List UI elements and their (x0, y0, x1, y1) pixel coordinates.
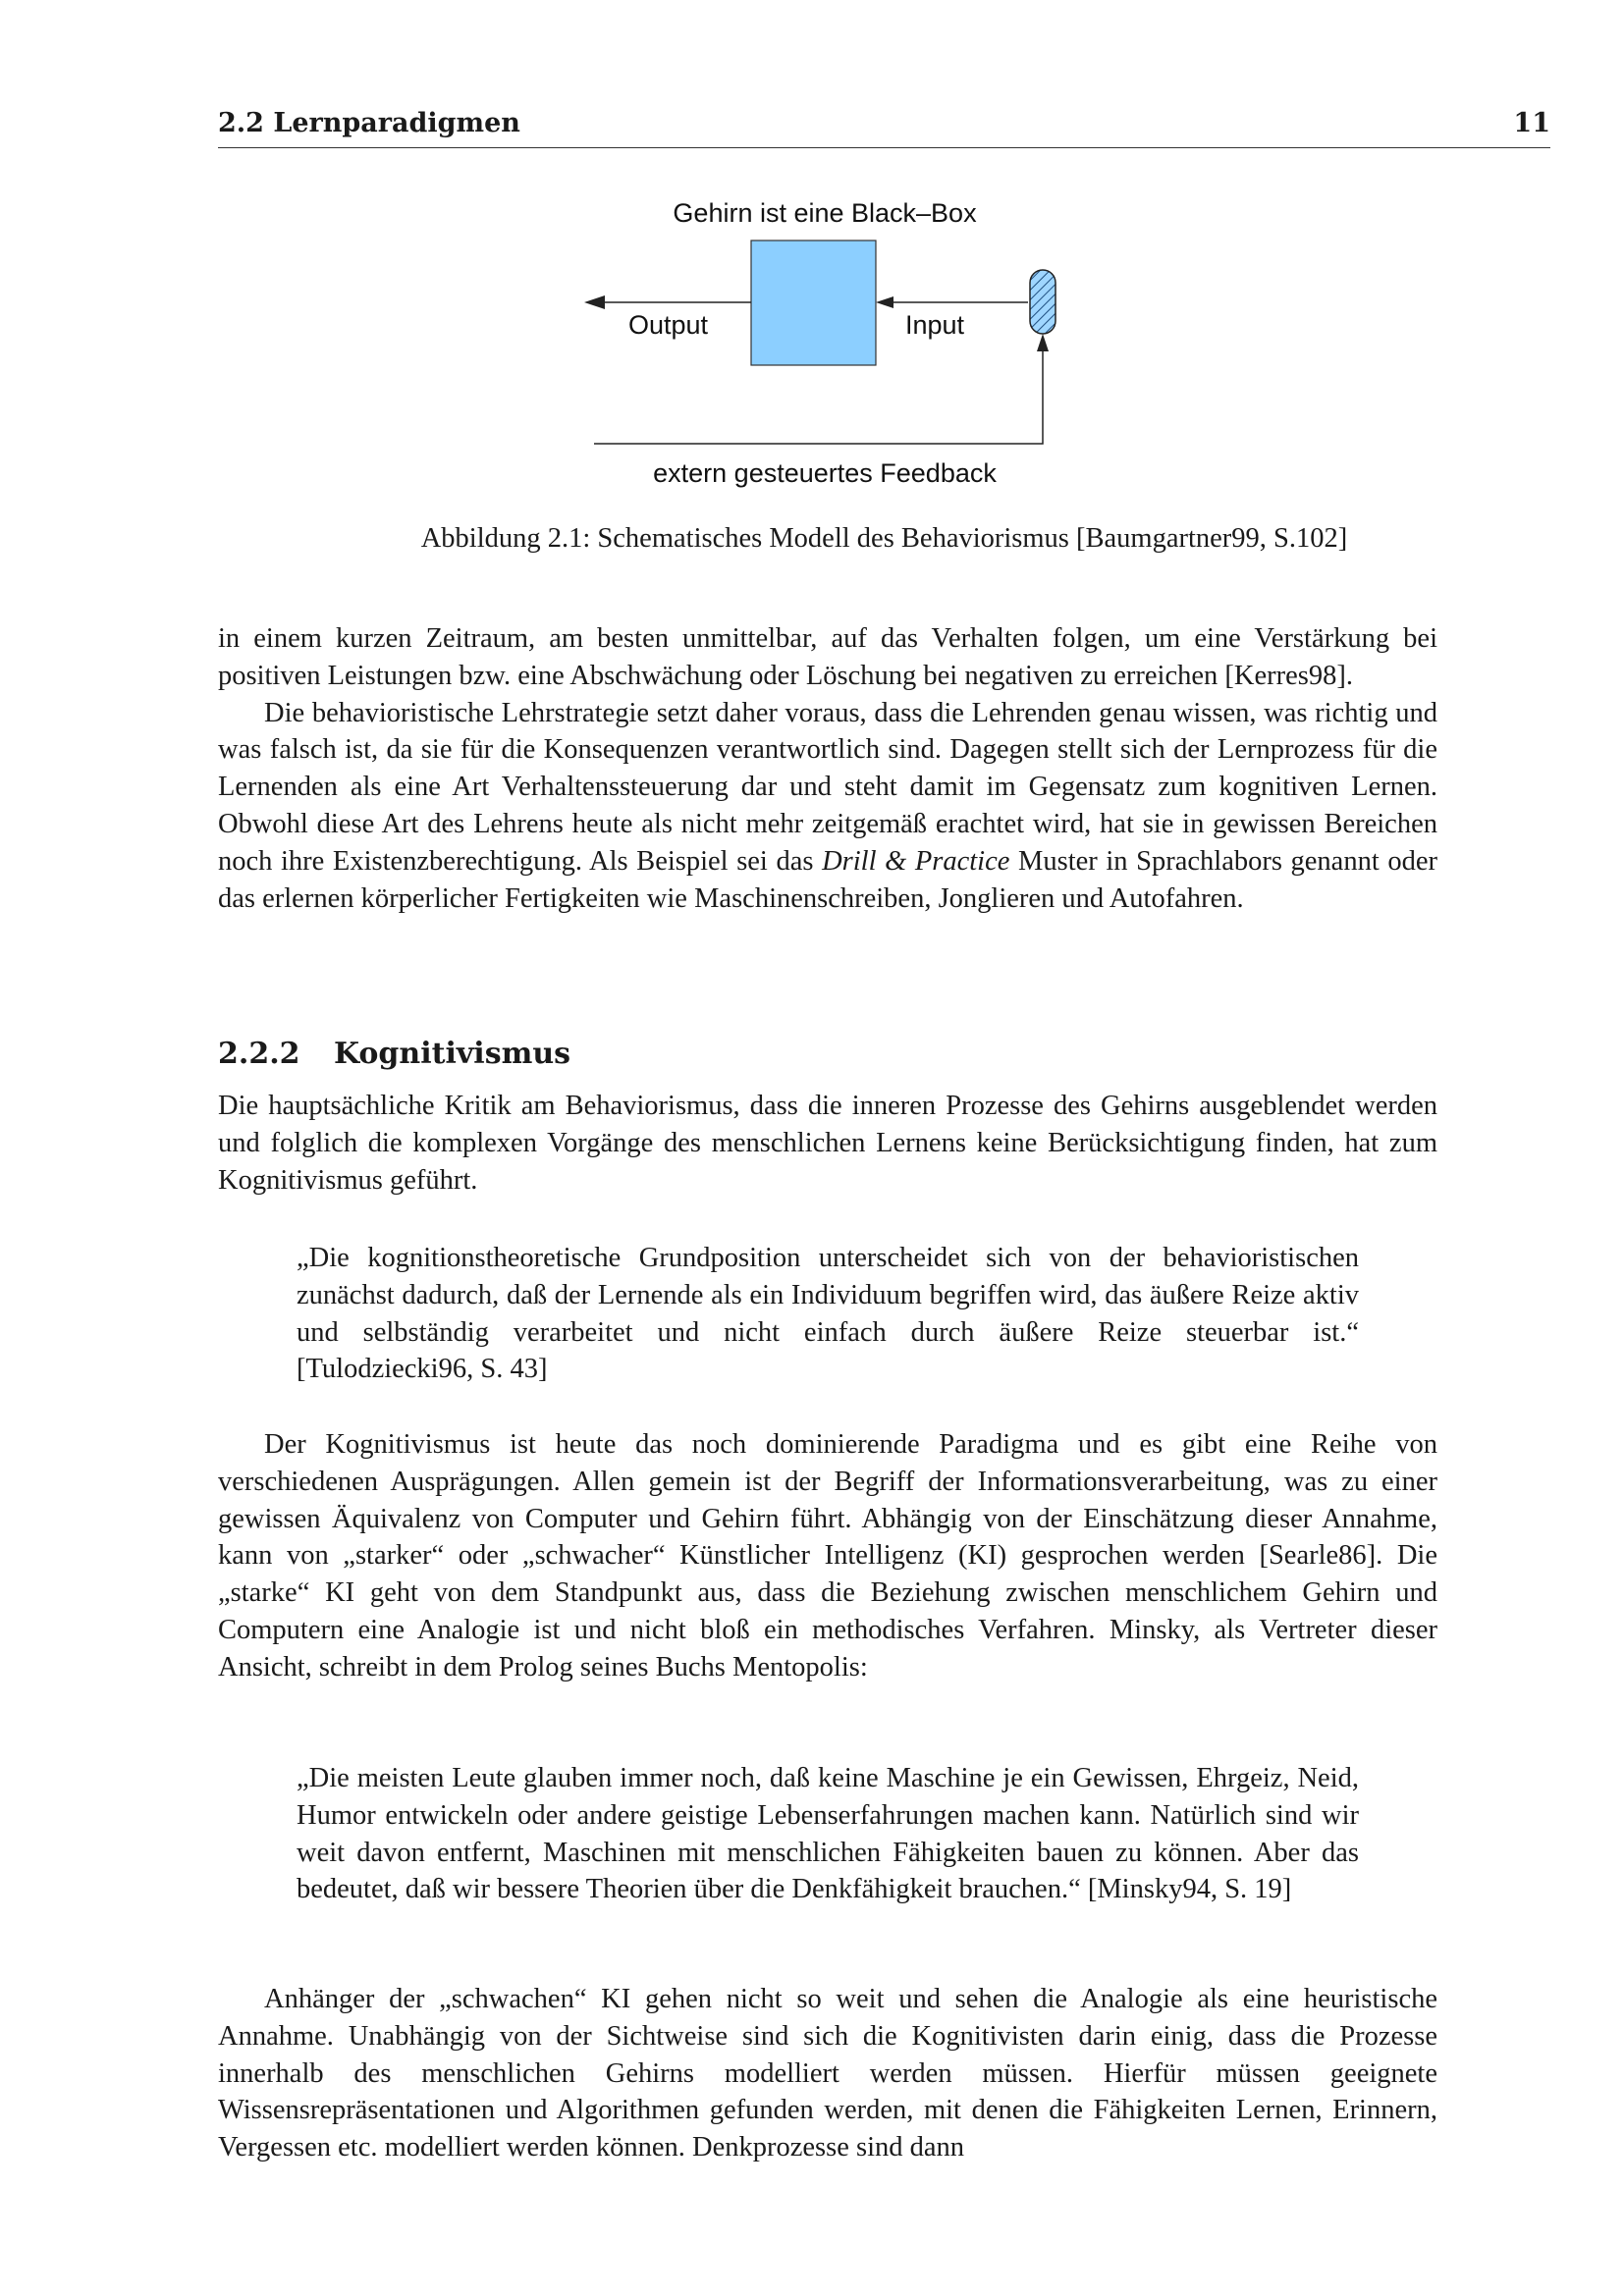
body-block-2 (218, 1088, 1437, 1199)
black-box (751, 240, 876, 365)
output-arrowhead (584, 295, 605, 309)
subsection-number: 2.2.2 (218, 1037, 300, 1071)
paragraph-2-start: Die behavioristische Lehrstrategie setzt daher voraus, dass die Lehrenden genau wissen, was richtig und was falsch ist, da sie für die Konsequenzen verantwortlich sind. Dagegen stellt sich der Lernprozess für die Lernenden als eine Art Verhaltenssteuerung dar und steht damit im Gegensatz zum kognitiven Lernen. Obwohl diese Art des Lehrens heute als nicht mehr zeitgemäß erachtet wird, hat sie in gewissen Bereichen noch ihre Existenzberechtigung. Als Beispiel sei das (218, 697, 1437, 877)
body-block-3 (218, 1426, 1437, 1686)
behaviorism-diagram (550, 187, 1100, 501)
diagram-title: Gehirn ist eine Black–Box (673, 198, 977, 228)
paragraph-4: Der Kognitivismus ist heute das noch dominierende Paradigma und es gibt eine Reihe von verschiedenen Ausprägungen. Allen gemein ist der Begriff der Informationsverarbeitung, was zu einer gewissen Äquivalenz von Computer und Gehirn führt. Abhängig von der Einschätzung dieser Annahme, kann von „starker“ oder „schwacher“ Künstlicher Intelligenz (KI) gesprochen werden [Searle86]. Die „starke“ KI geht von dem Standpunkt aus, dass die Beziehung zwischen menschlichem Gehirn und Computern eine Analogie ist und nicht bloß ein methodisches Verfahren. Minsky, als Vertreter dieser Ansicht, schreibt in dem Prolog seines Buchs Mentopolis: (218, 1429, 1437, 1682)
figure-caption: Abbildung 2.1: Schematisches Modell des Behaviorismus [Baumgartner99, S.102] (420, 523, 1348, 554)
stimulus-icon (1030, 270, 1056, 334)
page-header (218, 106, 1550, 148)
paragraph-2-end: Muster in Sprachlabors genannt oder das erlernen körperlicher Fertigkeiten wie Maschinenschreiben, Jonglieren und Autofahren. (218, 845, 1437, 914)
quote-minsky: „Die meisten Leute glauben immer noch, daß keine Maschine je ein Gewissen, Ehrgeiz, Neid, Humor entwickeln oder andere geistige Lebenserfahrungen machen kann. Natürlich sind wir weit davon entfernt, Maschinen mit menschlichen Fähigkeiten bauen zu können. Aber das bedeutet, daß wir bessere Theorien über die Denkfähigkeit brauchen.“ [Minsky94, S. 19] (297, 1763, 1359, 1905)
paragraph-2 (218, 695, 1437, 918)
input-arrowhead (876, 296, 893, 308)
paragraph-1: in einem kurzen Zeitraum, am besten unmittelbar, auf das Verhalten folgen, um eine Verstärkung bei positiven Leistungen bzw. eine Abschwächung oder Löschung bei negativen zu erreichen [Kerres98]. (218, 623, 1437, 691)
input-label: Input (905, 310, 965, 340)
body-block-4 (218, 1981, 1437, 2166)
quote-tulodziecki: „Die kognitionstheoretische Grundposition unterscheidet sich von der behavioristischen zunächst dadurch, daß der Lernende als ein Individuum begriffen wird, das äußere Reize aktiv und selbständig verarbeitet und nicht einfach durch äußere Reize steuerbar ist.“ [Tulodziecki96, S. 43] (297, 1243, 1359, 1385)
paragraph-3: Die hauptsächliche Kritik am Behaviorismus, dass die inneren Prozesse des Gehirns ausgeblendet werden und folglich die komplexen Vorgänge des menschlichen Lernens keine Berücksichtigung finden, hat zum Kognitivismus geführt. (218, 1091, 1437, 1196)
feedback-label: extern gesteuertes Feedback (653, 458, 997, 488)
subsection-heading (218, 1037, 570, 1071)
drill-practice-term: Drill & Practice (822, 845, 1010, 877)
paragraph-5: Anhänger der „schwachen“ KI gehen nicht so weit und sehen die Analogie als eine heuristische Annahme. Unabhängig von der Sichtweise sind sich die Kognitivisten darin einig, dass die Prozesse innerhalb des menschlichen Gehirns modelliert werden müssen. Hierfür müssen geeignete Wissensrepräsentationen und Algorithmen gefunden werden, mit denen die Fähigkeiten Lernen, Erinnern, Vergessen etc. modelliert werden können. Denkprozesse sind dann (218, 1984, 1437, 2163)
feedback-arrowhead (1037, 334, 1049, 351)
page-number: 11 (1513, 108, 1550, 138)
output-label: Output (628, 310, 709, 340)
subsection-title: Kognitivismus (334, 1037, 571, 1071)
body-block-1 (218, 620, 1437, 917)
running-section-title: 2.2 Lernparadigmen (218, 108, 520, 138)
